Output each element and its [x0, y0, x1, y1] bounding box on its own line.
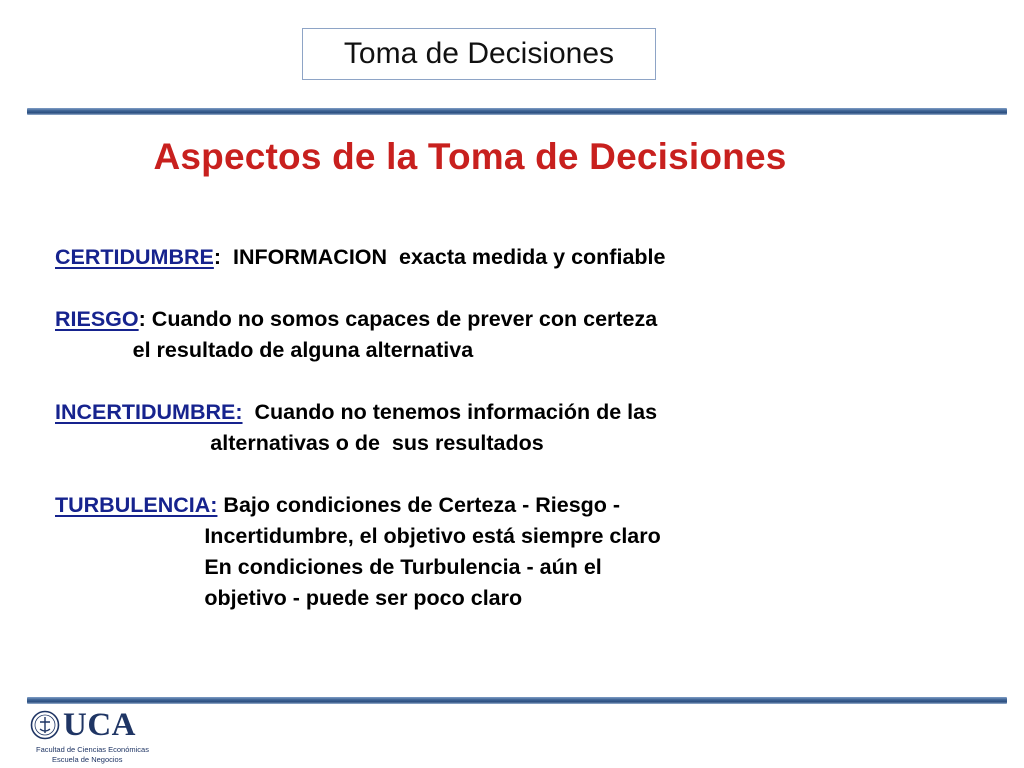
bottom-divider	[27, 697, 1007, 704]
term-certidumbre: CERTIDUMBRE	[55, 245, 214, 269]
term-riesgo: RIESGO	[55, 307, 139, 331]
term-turbulencia: TURBULENCIA:	[55, 493, 218, 517]
item-text: Cuando no tenemos información de las	[242, 400, 658, 424]
slide-header-box	[302, 28, 656, 80]
item-certidumbre	[55, 242, 835, 273]
item-text: Bajo condiciones de Certeza - Riesgo -	[217, 493, 621, 517]
item-incertidumbre	[55, 397, 835, 428]
item-text-continuation: En condiciones de Turbulencia - aún el	[55, 555, 602, 579]
slide-header-title: Toma de Decisiones	[343, 37, 615, 70]
top-divider	[27, 108, 1007, 115]
item-text-continuation: alternativas o de sus resultados	[55, 431, 544, 455]
term-separator: :	[138, 307, 146, 331]
item-text: Cuando no somos capaces de prever con certeza	[145, 307, 658, 331]
slide-title: Aspectos de la Toma de Decisiones	[153, 136, 787, 177]
logo-school: Escuela de Negocios	[52, 755, 123, 764]
term-incertidumbre: INCERTIDUMBRE:	[55, 400, 243, 424]
logo-wordmark: UCA	[63, 707, 136, 743]
uca-logo	[30, 707, 170, 766]
logo-faculty: Facultad de Ciencias Económicas	[36, 745, 149, 754]
item-text-continuation: el resultado de alguna alternativa	[55, 338, 474, 362]
seal-icon	[30, 710, 60, 740]
item-text-continuation: objetivo - puede ser poco claro	[55, 586, 523, 610]
item-turbulencia	[55, 490, 835, 521]
item-text: INFORMACION exacta medida y confiable	[221, 245, 666, 269]
item-riesgo	[55, 304, 835, 335]
item-text-continuation: Incertidumbre, el objetivo está siempre claro	[55, 524, 661, 548]
slide-content	[55, 242, 835, 614]
term-separator: :	[213, 245, 222, 269]
